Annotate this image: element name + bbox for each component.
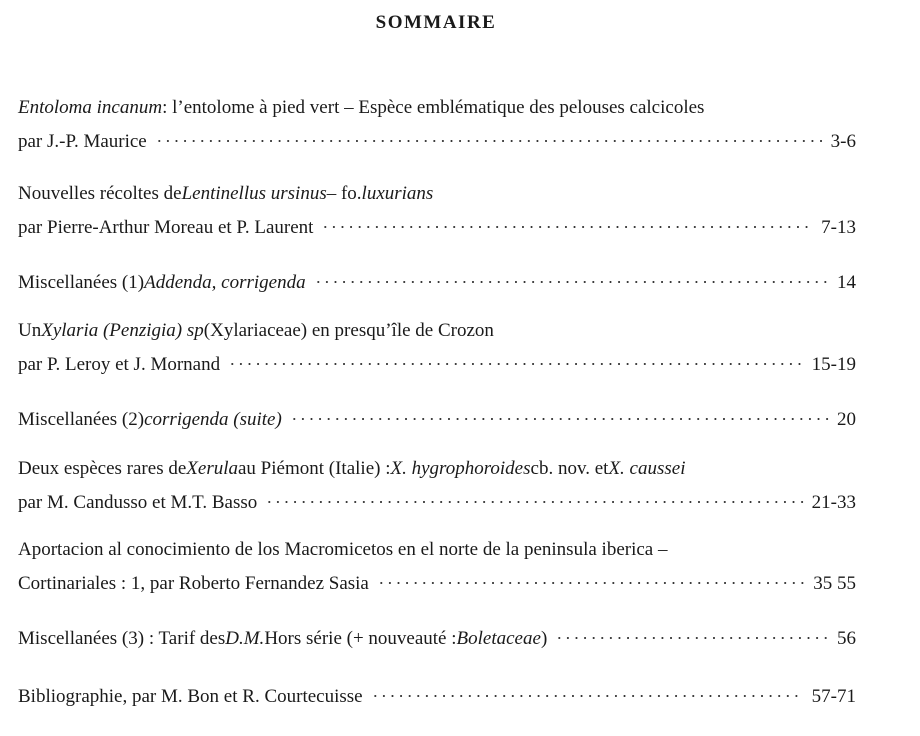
page-range: 57-71 [811, 686, 856, 707]
entry-author: Cortinariales : 1, par Roberto Fernandez Sasia [18, 573, 369, 594]
entry-title-italic: Boletaceae [456, 628, 541, 649]
entry-title-italic: Xerula [186, 458, 238, 479]
entry-title-text: (Xylariaceae) en presqu’île de Crozon [203, 320, 494, 341]
entry-title-italic: Addenda, corrigenda [144, 272, 306, 293]
entry-author: par P. Leroy et J. Mornand [18, 354, 221, 375]
entry-title-text: Deux espèces rares de [18, 458, 187, 479]
toc-entry [18, 95, 856, 152]
entry-title-italic: Entoloma incanum [18, 97, 163, 118]
page-range: 20 [837, 409, 856, 430]
entry-title-text: Hors série (+ nouveauté : [264, 628, 457, 649]
entry-title-text: Aportacion al conocimiento de los Macromicetos en el norte de la peninsula iberica – [18, 539, 668, 560]
entry-title-italic: corrigenda (suite) [144, 409, 282, 430]
entry-title-italic: Xylaria (Penzigia) sp [41, 320, 204, 341]
entry-title-text: ) [540, 628, 548, 649]
entry-single-line [18, 618, 856, 649]
entry-title-text: Miscellanées (1) [18, 272, 145, 293]
entry-title-italic: luxurians [361, 183, 434, 204]
entry-author-line [18, 121, 856, 152]
entry-title-text: au Piémont (Italie) : [238, 458, 391, 479]
toc-entry [18, 456, 856, 513]
page-range: 35 55 [813, 573, 856, 594]
entry-title-line [18, 95, 856, 121]
dot-leader [290, 399, 829, 425]
entry-title-italic: Lentinellus ursinus [181, 183, 327, 204]
entry-title-line [18, 456, 856, 482]
toc-entry [18, 181, 856, 238]
entry-author: par M. Candusso et M.T. Basso [18, 492, 258, 513]
entry-title-italic: X. caussei [608, 458, 686, 479]
entry-author-line [18, 563, 856, 594]
entry-title-text: Miscellanées (2) [18, 409, 145, 430]
page-range: 3-6 [830, 131, 856, 152]
page-title: SOMMAIRE [375, 12, 497, 33]
entry-title-line [18, 537, 856, 563]
dot-leader [314, 262, 829, 288]
toc-entry [18, 318, 856, 375]
entry-author-line [18, 344, 856, 375]
toc-entry [18, 618, 856, 649]
entry-title-text: Un [18, 320, 42, 341]
entry-author-line [18, 482, 856, 513]
page-range: 21-33 [811, 492, 856, 513]
entry-title-line [18, 318, 856, 344]
toc-entry [18, 537, 856, 594]
entry-title-italic: D.M. [225, 628, 265, 649]
dot-leader [265, 482, 803, 508]
dot-leader [555, 618, 829, 644]
entry-title-text: : l’entolome à pied vert – Espèce emblématique des pelouses calcicoles [162, 97, 705, 118]
entry-single-line [18, 399, 856, 430]
toc-entry [18, 399, 856, 430]
dot-leader [377, 563, 805, 589]
toc-entry [18, 676, 856, 707]
dot-leader [228, 344, 804, 370]
page-range: 7-13 [821, 217, 856, 238]
entry-title-text: Nouvelles récoltes de [18, 183, 182, 204]
entry-title-text: cb. nov. et [530, 458, 609, 479]
page-range: 56 [837, 628, 856, 649]
dot-leader [155, 121, 823, 147]
entry-title-text: Bibliographie, par M. Bon et R. Courtecuisse [18, 686, 363, 707]
page-range: 15-19 [811, 354, 856, 375]
entry-author: par Pierre-Arthur Moreau et P. Laurent [18, 217, 314, 238]
entry-single-line [18, 262, 856, 293]
entry-author: par J.-P. Maurice [18, 131, 147, 152]
entry-title-italic: X. hygrophoroides [390, 458, 531, 479]
entry-author-line [18, 207, 856, 238]
entry-title-text: – fo. [326, 183, 362, 204]
entry-title-line [18, 181, 856, 207]
entry-title-text: Miscellanées (3) : Tarif des [18, 628, 226, 649]
page-range: 14 [837, 272, 856, 293]
dot-leader [321, 207, 813, 233]
entry-single-line [18, 676, 856, 707]
toc-entry [18, 262, 856, 293]
dot-leader [371, 676, 804, 702]
